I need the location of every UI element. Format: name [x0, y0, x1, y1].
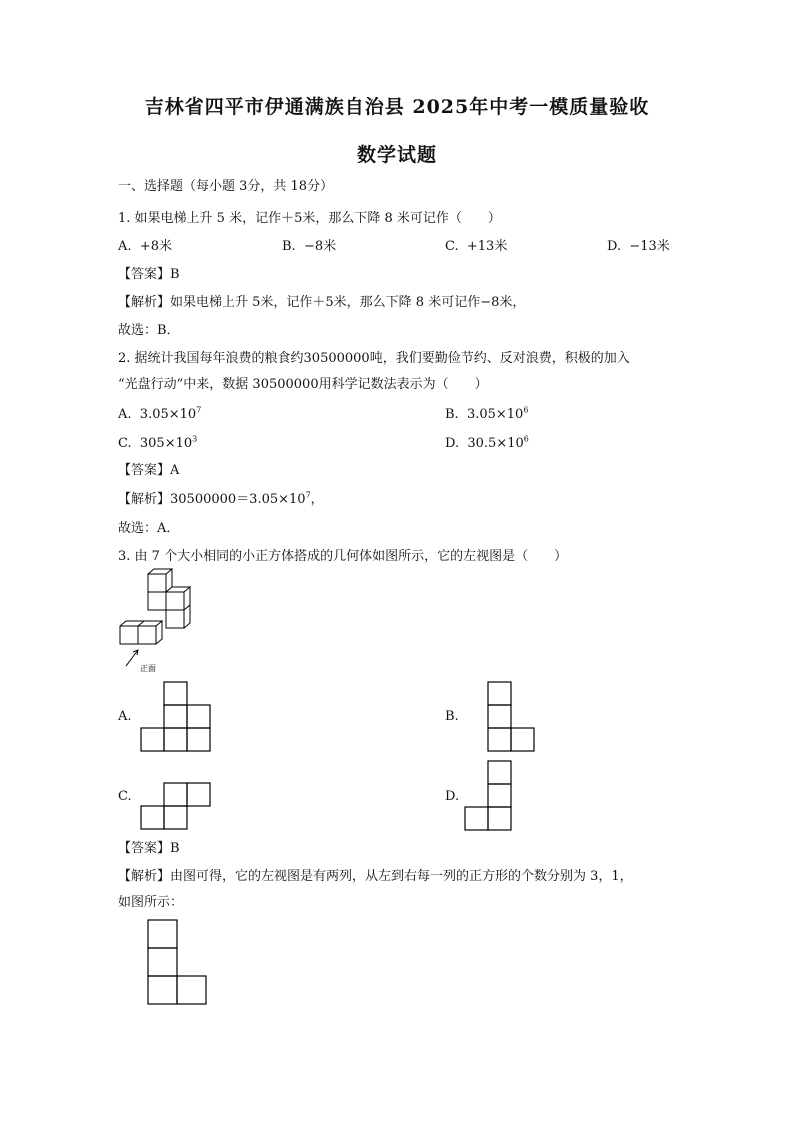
- square: [488, 784, 511, 807]
- square: [164, 682, 187, 705]
- q2-option-b-label: B.: [445, 407, 459, 422]
- q2-answer: 【答案】A: [118, 463, 180, 478]
- square: [488, 761, 511, 784]
- q1-option-c-text: +13米: [466, 239, 508, 254]
- cube-front-right: [138, 626, 156, 644]
- square: [511, 728, 534, 751]
- q2-option-a-label: A.: [118, 407, 132, 422]
- square: [187, 728, 210, 751]
- q3-analysis-line2: 如图所示：: [118, 895, 184, 910]
- q3-option-d-label: D.: [445, 789, 460, 804]
- cube-top-top: [148, 569, 172, 574]
- cube-mid-top: [172, 587, 190, 592]
- q2-option-d-base: 30.5×10: [467, 436, 524, 451]
- square: [465, 807, 488, 830]
- q2-option-c-base: 305×10: [139, 436, 193, 451]
- square: [177, 976, 206, 1004]
- q1-analysis: 【解析】如果电梯上升 5米，记作＋5米，那么下降 8 米可记作−8米，: [118, 295, 526, 310]
- q1-option-b-text: −8米: [303, 239, 337, 254]
- q1-option-a: [118, 238, 172, 256]
- q1-option-b-label: B.: [282, 239, 296, 254]
- q1-option-d-text: −13米: [629, 239, 670, 254]
- q2-option-b-exp: 6: [523, 405, 529, 415]
- cube-bottom-side: [184, 605, 190, 628]
- q1-stem: 1. 如果电梯上升 5 米，记作＋5米，那么下降 8 米可记作（ ）: [118, 211, 501, 226]
- cube-top-front: [148, 574, 166, 592]
- square: [164, 705, 187, 728]
- cube-front-side: [156, 621, 162, 644]
- q3-solid-figure: [118, 574, 228, 674]
- square: [148, 920, 177, 948]
- q3-option-c-label: C.: [118, 789, 132, 804]
- q2-option-d: [445, 435, 529, 453]
- q3-option-b-figure: [487, 680, 539, 752]
- q3-solution-figure: [147, 918, 209, 1008]
- q1-option-b: [282, 238, 336, 256]
- q3-answer: 【答案】B: [118, 841, 180, 856]
- square: [148, 948, 177, 976]
- q2-stem-line2: “光盘行动”中来，数据 30500000用科学记数法表示为（ ）: [118, 377, 488, 392]
- square: [488, 728, 511, 751]
- cube-mid-right: [166, 592, 184, 610]
- cube-mid-left: [148, 592, 166, 610]
- q2-option-c-label: C.: [118, 436, 132, 451]
- front-arrow: [126, 650, 138, 666]
- square: [141, 728, 164, 751]
- square: [164, 783, 187, 806]
- cube-top-side: [166, 569, 172, 592]
- q2-analysis: [118, 491, 324, 509]
- square: [164, 806, 187, 829]
- front-label: 正面: [140, 664, 156, 673]
- square: [187, 783, 210, 806]
- q2-analysis-suffix: ，: [310, 492, 324, 507]
- q3-option-b-label: B.: [445, 709, 459, 724]
- q1-option-a-text: +8米: [139, 239, 172, 254]
- q1-option-d: [607, 238, 670, 256]
- q1-answer: 【答案】B: [118, 267, 180, 282]
- q1-conclusion: 故选：B．: [118, 323, 180, 338]
- section-header: 一、选择题（每小题 3分，共 18分）: [118, 179, 334, 194]
- cube-front-left-top: [120, 621, 144, 626]
- q1-option-c: [445, 238, 507, 256]
- q3-option-a-label: A.: [118, 709, 132, 724]
- q2-option-c: [118, 435, 197, 453]
- q3-option-c-figure: [140, 782, 215, 832]
- q2-option-a-base: 3.05×10: [139, 407, 197, 422]
- q2-option-b-base: 3.05×10: [466, 407, 524, 422]
- q2-option-c-exp: 3: [192, 434, 198, 444]
- q1-option-a-label: A.: [118, 239, 132, 254]
- q2-option-a: [118, 406, 201, 424]
- q2-stem-line1: 2. 据统计我国每年浪费的粮食约30500000吨，我们要勤俭节约、反对浪费，积极的加入: [118, 351, 630, 366]
- q1-option-d-label: D.: [607, 239, 622, 254]
- cube-front-right-top: [144, 621, 162, 626]
- q2-option-d-exp: 6: [523, 434, 529, 444]
- q3-option-a-figure: [140, 680, 215, 752]
- q2-analysis-exp: 7: [305, 490, 311, 500]
- square: [164, 728, 187, 751]
- square: [488, 807, 511, 830]
- square: [488, 682, 511, 705]
- square: [187, 705, 210, 728]
- cube-bottom-right: [166, 610, 184, 628]
- square: [488, 705, 511, 728]
- q3-stem: 3. 由 7 个大小相同的小正方体搭成的几何体如图所示，它的左视图是（ ）: [118, 549, 568, 564]
- q2-option-d-label: D.: [445, 436, 460, 451]
- cube-front-left: [120, 626, 138, 644]
- q1-option-c-label: C.: [445, 239, 459, 254]
- document-subtitle: 数学试题: [356, 144, 437, 166]
- cube-mid-side: [184, 587, 190, 610]
- q2-option-b: [445, 406, 528, 424]
- q2-conclusion: 故选：A．: [118, 521, 180, 536]
- q3-option-d-figure: [464, 760, 516, 832]
- square: [148, 976, 177, 1004]
- q2-analysis-prefix: 【解析】30500000＝3.05×10: [118, 492, 306, 507]
- q3-analysis-line1: 【解析】由图可得，它的左视图是有两列，从左到右每一列的正方形的个数分别为 3，1，: [118, 869, 633, 884]
- square: [141, 806, 164, 829]
- q2-option-a-exp: 7: [196, 405, 202, 415]
- document-title: 吉林省四平市伊通满族自治县 2025年中考一模质量验收: [144, 96, 650, 118]
